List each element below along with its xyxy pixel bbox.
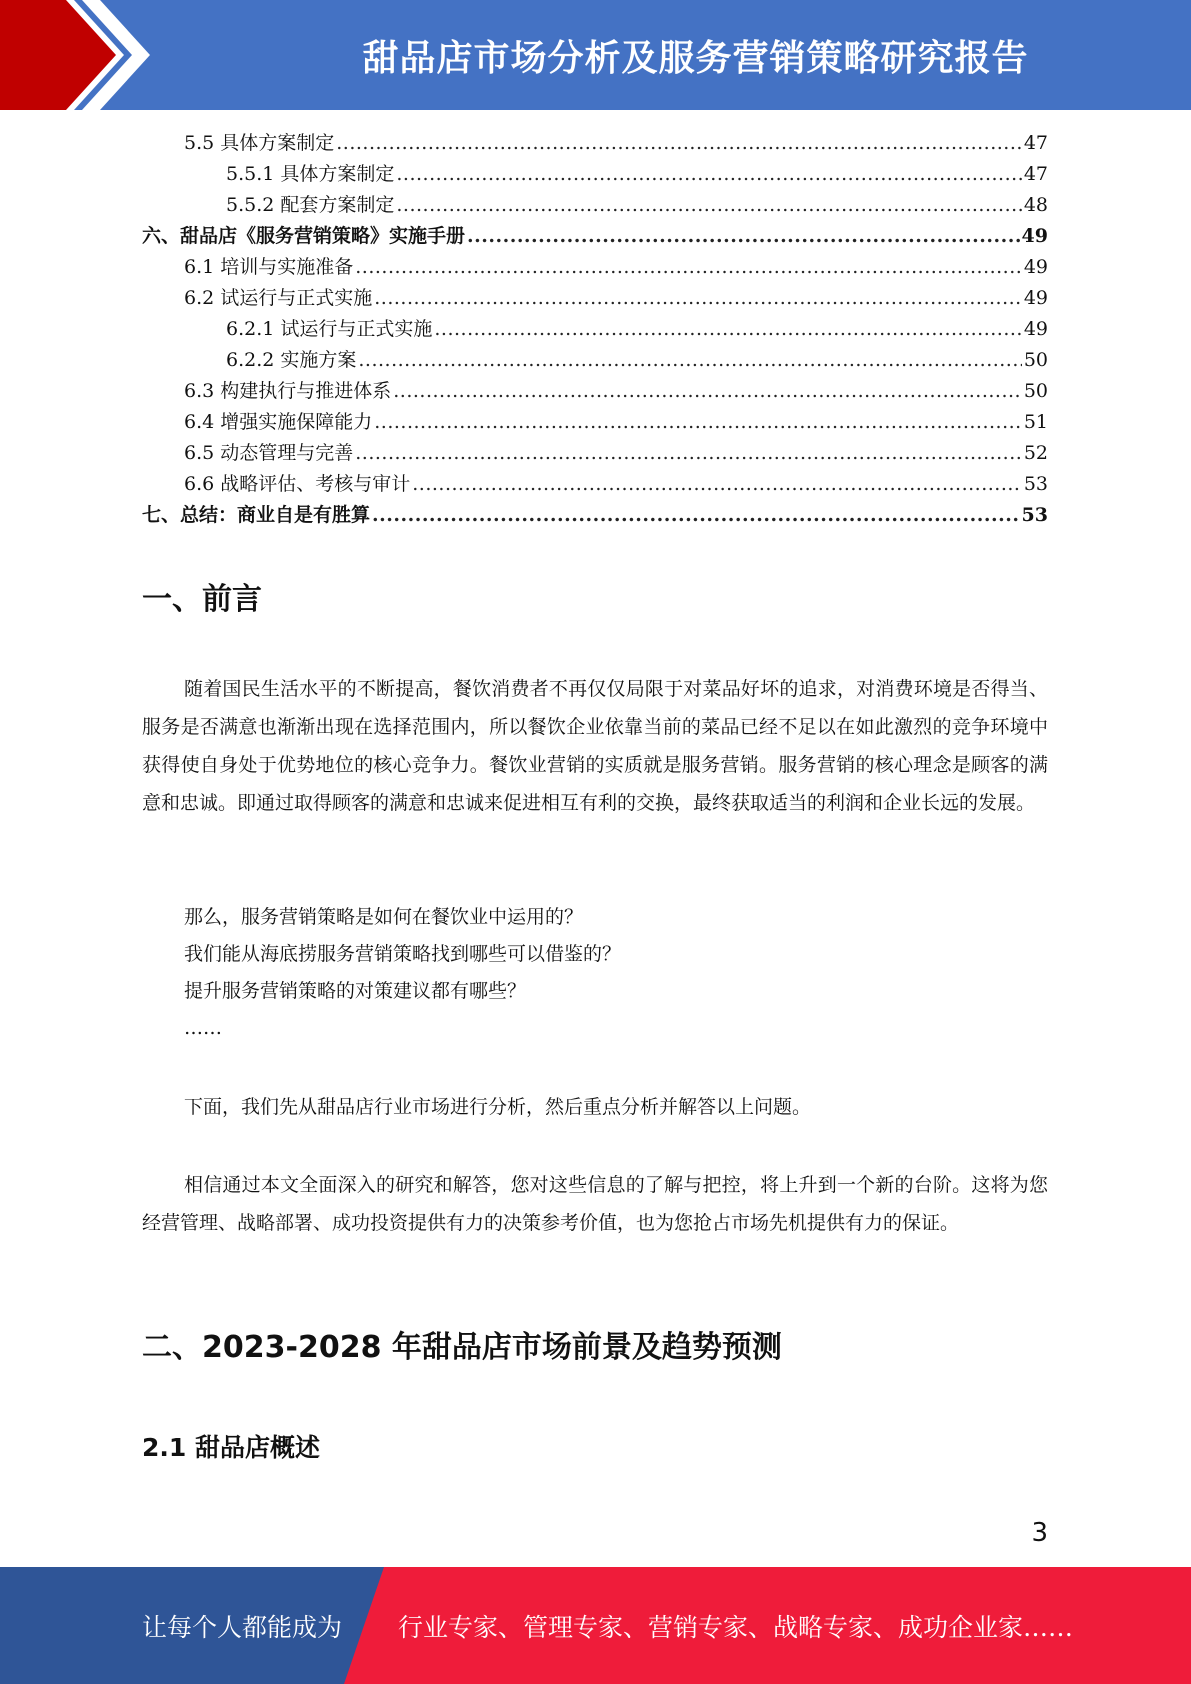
footer-banner	[0, 1567, 1191, 1684]
toc-entry[interactable]	[142, 438, 1048, 469]
toc-entry[interactable]	[142, 345, 1048, 376]
subsection-heading: 2.1 甜品店概述	[142, 1433, 320, 1462]
toc-entry[interactable]	[142, 190, 1048, 221]
page-number: 3	[1031, 1518, 1048, 1548]
toc-entry[interactable]	[142, 159, 1048, 190]
toc-leader-dots	[336, 128, 1022, 159]
header-banner	[0, 0, 1191, 110]
toc-entry[interactable]	[142, 500, 1048, 531]
toc-entry[interactable]	[142, 283, 1048, 314]
toc-entry[interactable]	[142, 314, 1048, 345]
toc-entry-label: 5.5 具体方案制定	[184, 132, 335, 154]
toc-leader-dots	[412, 469, 1022, 500]
toc-entry-page: 50	[1023, 380, 1048, 402]
toc-entry-label: 6.4 增强实施保障能力	[184, 411, 373, 433]
toc-entry[interactable]	[142, 469, 1048, 500]
toc-entry-page: 47	[1023, 163, 1048, 185]
question-item: 提升服务营销策略的对策建议都有哪些？	[184, 980, 527, 1002]
toc-leader-dots	[358, 345, 1021, 376]
toc-entry-label: 6.5 动态管理与完善	[184, 442, 354, 464]
toc-entry-label: 6.2 试运行与正式实施	[184, 287, 373, 309]
toc-entry-label: 6.3 构建执行与推进体系	[184, 380, 392, 402]
footer-slogan-left: 让每个人都能成为	[142, 1612, 343, 1642]
question-item: 那么，服务营销策略是如何在餐饮业中运用的？	[184, 906, 584, 928]
toc-entry-page: 53	[1021, 504, 1048, 526]
toc-entry[interactable]	[142, 376, 1048, 407]
toc-entry-label: 六、甜品店《服务营销策略》实施手册	[142, 225, 466, 247]
toc-entry[interactable]	[142, 407, 1048, 438]
question-list	[184, 899, 1048, 1047]
section-heading-forecast: 二、2023-2028 年甜品店市场前景及趋势预测	[142, 1330, 782, 1365]
section-heading-preface: 一、前言	[142, 582, 262, 617]
toc-entry-label: 七、总结：商业自是有胜算	[142, 504, 371, 526]
question-item: 我们能从海底捞服务营销策略找到哪些可以借鉴的？	[184, 943, 622, 965]
toc-leader-dots	[396, 159, 1021, 190]
toc-entry-label: 6.2.2 实施方案	[226, 349, 357, 371]
toc-entry-page: 52	[1023, 442, 1048, 464]
toc-entry-label: 5.5.1 具体方案制定	[226, 163, 395, 185]
toc-entry-page: 48	[1023, 194, 1048, 216]
toc-entry-page: 49	[1021, 225, 1048, 247]
table-of-contents	[142, 128, 1048, 531]
toc-entry-page: 49	[1023, 256, 1048, 278]
preface-paragraph: 随着国民生活水平的不断提高，餐饮消费者不再仅仅局限于对菜品好坏的追求，对消费环境是否得当、服务是否满意也渐渐出现在选择范围内，所以餐饮企业依靠当前的菜品已经不足以在如此激烈的竞争环境中获得使自身处于优势地位的核心竞争力。餐饮业营销的实质就是服务营销。服务营销的核心理念是顾客的满意和忠诚。即通过取得顾客的满意和忠诚来促进相互有利的交换，最终获取适当的利润和企业长远的发展。	[142, 678, 1048, 814]
toc-entry-label: 6.6 战略评估、考核与审计	[184, 473, 411, 495]
toc-leader-dots	[355, 438, 1022, 469]
toc-entry-page: 49	[1023, 318, 1048, 340]
toc-entry-label: 6.2.1 试运行与正式实施	[226, 318, 433, 340]
toc-leader-dots	[434, 314, 1021, 345]
toc-entry-page: 51	[1023, 411, 1048, 433]
toc-entry[interactable]	[142, 252, 1048, 283]
toc-leader-dots	[355, 252, 1022, 283]
conclusion-paragraph: 相信通过本文全面深入的研究和解答，您对这些信息的了解与把控，将上升到一个新的台阶。这将为您经营管理、战略部署、成功投资提供有力的决策参考价值，也为您抢占市场先机提供有力的保证。	[142, 1174, 1048, 1234]
toc-entry-page: 53	[1023, 473, 1048, 495]
toc-entry-label: 5.5.2 配套方案制定	[226, 194, 395, 216]
header-arrow-decoration	[0, 0, 200, 110]
toc-entry[interactable]	[142, 221, 1048, 252]
toc-entry-page: 50	[1023, 349, 1048, 371]
toc-entry-page: 47	[1023, 132, 1048, 154]
intro-paragraph: 下面，我们先从甜品店行业市场进行分析，然后重点分析并解答以上问题。	[184, 1096, 812, 1118]
toc-leader-dots	[374, 407, 1022, 438]
toc-entry[interactable]	[142, 128, 1048, 159]
toc-leader-dots	[374, 283, 1022, 314]
toc-entry-label: 6.1 培训与实施准备	[184, 256, 354, 278]
toc-leader-dots	[372, 500, 1020, 531]
toc-leader-dots	[393, 376, 1022, 407]
document-title: 甜品店市场分析及服务营销策略研究报告	[362, 37, 1029, 79]
toc-entry-page: 49	[1023, 287, 1048, 309]
toc-leader-dots	[467, 221, 1020, 252]
footer-slogan-right: 行业专家、管理专家、营销专家、战略专家、成功企业家……	[398, 1612, 1074, 1642]
question-item: ……	[184, 1017, 222, 1039]
toc-leader-dots	[396, 190, 1021, 221]
